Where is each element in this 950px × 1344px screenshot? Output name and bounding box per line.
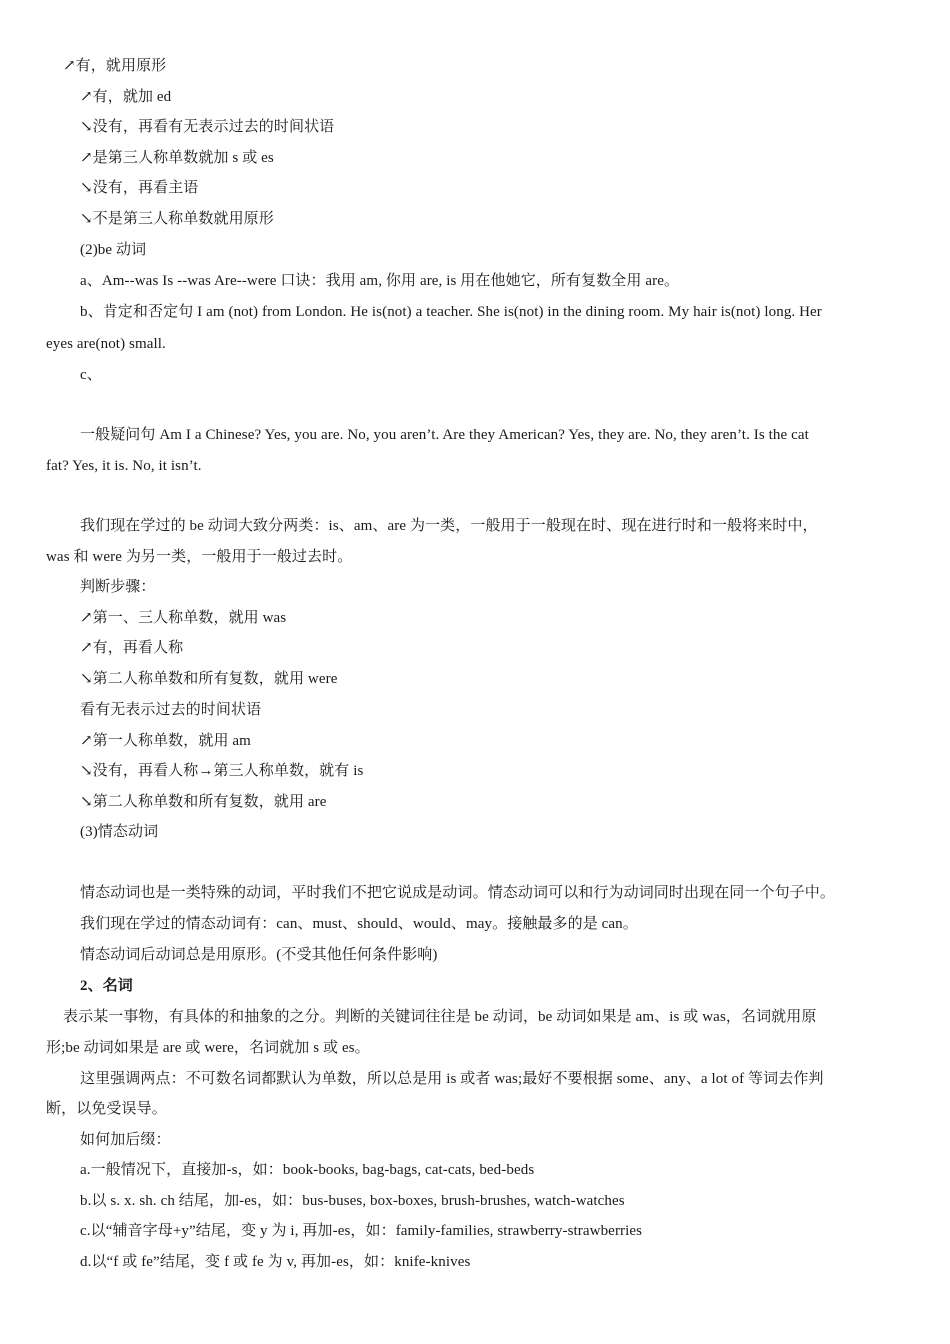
- text-line: 断，以免受误导。: [46, 1101, 167, 1117]
- text-line: 这里强调两点：不可数名词都默认为单数，所以总是用 is 或者 was;最好不要根据 some、any、a lot of 等词去作判: [80, 1071, 824, 1087]
- text-line: 如何加后缀：: [80, 1132, 171, 1148]
- section-heading: (3)情态动词: [80, 824, 159, 840]
- text-line: ↘没有，再看有无表示过去的时间状语: [80, 119, 335, 135]
- text-line: ↘第二人称单数和所有复数，就用 were: [80, 671, 338, 687]
- text-line: 情态动词后动词总是用原形。(不受其他任何条件影响): [80, 947, 438, 963]
- text-line: 我们现在学过的情态动词有：can、must、should、would、may。接触最多的是 can。: [80, 916, 638, 932]
- text-line: b、肯定和否定句 I am (not) from London. He is(not) a teacher. She is(not) in the dining room. My hair is(not) long. Her: [80, 304, 822, 320]
- text-line: c、: [80, 367, 102, 383]
- text-line: ↗有，再看人称: [80, 640, 184, 656]
- text-line: ↗第一、三人称单数，就用 was: [80, 610, 287, 626]
- text-line: ↘没有，再看人称→第三人称单数，就有 is: [80, 763, 364, 779]
- text-line: 形;be 动词如果是 are 或 were，名词就加 s 或 es。: [46, 1040, 370, 1056]
- text-line: b.以 s. x. sh. ch 结尾，加-es，如：bus-buses, box-boxes, brush-brushes, watch-watches: [80, 1193, 625, 1209]
- text-line: a、Am--was Is --was Are--were 口诀：我用 am, 你用 are, is 用在他她它，所有复数全用 are。: [80, 273, 680, 289]
- text-line: c.以“辅音字母+y”结尾，变 y 为 i, 再加-es，如：family-families, strawberry-strawberries: [80, 1223, 643, 1239]
- section-heading: 2、名词: [80, 978, 133, 994]
- text-line: fat? Yes, it is. No, it isn’t.: [46, 458, 202, 474]
- text-line: 一般疑问句 Am I a Chinese? Yes, you are. No, you aren’t. Are they American? Yes, they are. No, they aren’t. Is the cat: [80, 427, 809, 443]
- text-line: ↗有，就加 ed: [80, 89, 172, 105]
- text-line: 看有无表示过去的时间状语: [80, 702, 262, 718]
- text-line: 表示某一事物，有具体的和抽象的之分。判断的关键词往往是 be 动词，be 动词如果是 am、is 或 was，名词就用原: [63, 1009, 817, 1025]
- text-line: ↘没有，再看主语: [80, 180, 199, 196]
- text-line: 情态动词也是一类特殊的动词，平时我们不把它说成是动词。情态动词可以和行为动词同时出现在同一个句子中。: [80, 885, 836, 901]
- text-line: 判断步骤：: [80, 579, 156, 595]
- text-line: 我们现在学过的 be 动词大致分两类：is、am、are 为一类，一般用于一般现在时、现在进行时和一般将来时中，: [80, 518, 818, 534]
- text-line: ↘第二人称单数和所有复数，就用 are: [80, 794, 327, 810]
- text-line: a.一般情况下，直接加-s，如：book-books, bag-bags, cat-cats, bed-beds: [80, 1162, 535, 1178]
- text-line: ↗有，就用原形: [63, 58, 167, 74]
- text-line: ↗第一人称单数，就用 am: [80, 733, 251, 749]
- text-line: eyes are(not) small.: [46, 336, 166, 352]
- section-heading: (2)be 动词: [80, 242, 147, 258]
- text-line: ↗是第三人称单数就加 s 或 es: [80, 150, 274, 166]
- text-line: ↘不是第三人称单数就用原形: [80, 211, 274, 227]
- text-line: d.以“f 或 fe”结尾，变 f 或 fe 为 v, 再加-es，如：knife-knives: [80, 1254, 471, 1270]
- text-line: was 和 were 为另一类，一般用于一般过去时。: [46, 549, 353, 565]
